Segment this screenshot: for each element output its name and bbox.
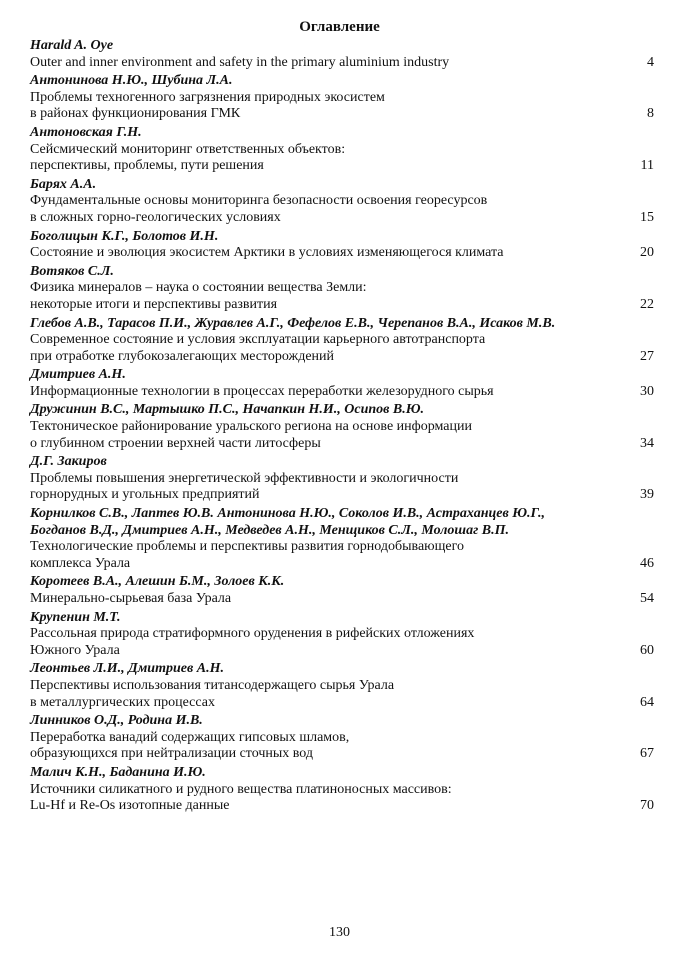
toc-entry-title-line [30, 678, 654, 695]
toc-entry [30, 264, 654, 314]
toc-entry-title-text: Современное состояние и условия эксплуатации карьерного автотранспорта [30, 332, 486, 348]
toc-entry [30, 125, 654, 175]
toc-entry-title-line [30, 332, 654, 349]
toc-entry-authors: Дмитриев А.Н. [30, 367, 126, 383]
toc-entry-title-line [30, 746, 654, 763]
table-of-contents [30, 38, 654, 817]
toc-entry-title-text: Сейсмический мониторинг ответственных объектов: [30, 141, 346, 157]
toc-entry-title-line [30, 245, 654, 262]
toc-entry-title-line [30, 730, 654, 747]
toc-entry-title-line [30, 487, 654, 504]
toc-entry-title-text: некоторые итоги и перспективы развития [30, 296, 278, 312]
toc-entry-page-number: 34 [640, 435, 654, 451]
toc-entry-title-text: Проблемы техногенного загрязнения природных экосистем [30, 89, 385, 105]
toc-entry [30, 713, 654, 763]
toc-entry-authors: Линников О.Д., Родина И.В. [30, 713, 203, 729]
toc-entry-title-line [30, 643, 654, 660]
toc-entry-page-number: 39 [640, 487, 654, 503]
toc-entry-authors: Глебов А.В., Тарасов П.И., Журавлев А.Г., Фефелов Е.В., Черепанов В.А., Исаков М.В. [30, 315, 556, 331]
toc-entry-title-text: Перспективы использования титансодержащего сырья Урала [30, 677, 395, 693]
toc-entry [30, 610, 654, 660]
toc-entry-title-text: в металлургических процессах [30, 694, 215, 710]
toc-entry-page-number: 70 [640, 798, 654, 814]
toc-entry-title-text: Outer and inner environment and safety in the primary aluminium industry [30, 54, 450, 70]
toc-entry [30, 316, 654, 366]
toc-entry-page-number: 64 [640, 694, 654, 710]
toc-entry-page-number: 15 [640, 209, 654, 225]
toc-entry-authors: Harald A. Oye [30, 38, 114, 53]
toc-entry-title-line [30, 591, 654, 608]
toc-entry-authors: Малич К.Н., Баданина И.Ю. [30, 764, 206, 780]
toc-entry-title-text: Источники силикатного и рудного вещества платиноносных массивов: [30, 781, 452, 797]
toc-entry-title-line [30, 210, 654, 227]
toc-entry-title-line [30, 297, 654, 314]
toc-entry-title-line [30, 695, 654, 712]
toc-entry-page-number: 20 [640, 245, 654, 261]
toc-entry-page-number: 67 [640, 746, 654, 762]
toc-entry-page-number: 30 [640, 383, 654, 399]
toc-entry-authors: Вотяков С.Л. [30, 263, 114, 279]
toc-entry [30, 38, 654, 71]
toc-entry-title-text: Физика минералов – наука о состоянии вещества Земли: [30, 280, 367, 296]
toc-entry-title-line [30, 55, 654, 72]
toc-entry [30, 229, 654, 262]
toc-entry-title-text: перспективы, проблемы, пути решения [30, 158, 264, 174]
toc-entry-title-line [30, 158, 654, 175]
toc-entry-page-number: 27 [640, 348, 654, 364]
toc-entry-authors: Антонинова Н.Ю., Шубина Л.А. [30, 73, 233, 89]
toc-entry-title-text: горнорудных и угольных предприятий [30, 487, 260, 503]
toc-entry-title-text: Южного Урала [30, 642, 120, 658]
toc-entry-title-text: в сложных горно-геологических условиях [30, 209, 281, 225]
toc-entry-page-number: 22 [640, 296, 654, 312]
toc-entry [30, 73, 654, 123]
toc-entry-title-line [30, 471, 654, 488]
toc-entry [30, 661, 654, 711]
toc-entry-title-line [30, 436, 654, 453]
toc-entry-title-line [30, 280, 654, 297]
toc-entry-page-number: 54 [640, 591, 654, 606]
toc-entry-title-line [30, 798, 654, 815]
toc-entry-authors: Корнилков С.В., Лаптев Ю.В. Антонинова Н.Ю., Соколов И.В., Астраханцев Ю.Г., [30, 506, 545, 522]
toc-entry-authors: Боголицын К.Г., Болотов И.Н. [30, 228, 219, 244]
toc-entry-title-text: Рассольная природа стратиформного оруденения в рифейских отложениях [30, 626, 475, 642]
toc-entry-title-text: Lu-Hf и Re-Os изотопные данные [30, 798, 230, 814]
toc-entry-title-text: Фундаментальные основы мониторинга безопасности освоения георесурсов [30, 193, 488, 209]
toc-entry-title-line [30, 193, 654, 210]
toc-entry-authors: Леонтьев Л.И., Дмитриев А.Н. [30, 661, 224, 677]
toc-entry-authors: Коротеев В.А., Алешин Б.М., Золоев К.К. [30, 574, 285, 590]
toc-entry-authors: Крупенин М.Т. [30, 609, 121, 625]
toc-entry-title-line [30, 349, 654, 366]
toc-entry-title-text: о глубинном строении верхней части литосферы [30, 435, 321, 451]
page-title: Оглавление [299, 19, 380, 35]
toc-entry-title-line [30, 384, 654, 401]
toc-entry-authors: Антоновская Г.Н. [30, 124, 142, 140]
toc-entry [30, 177, 654, 227]
toc-entry-title-text: образующихся при нейтрализации сточных вод [30, 746, 314, 762]
toc-entry-title-text: Информационные технологии в процессах переработки железорудного сырья [30, 383, 494, 399]
toc-entry-title-text: Проблемы повышения энергетической эффективности и экологичности [30, 470, 459, 486]
toc-entry-title-line [30, 106, 654, 123]
toc-entry-title-text: Минерально-сырьевая база Урала [30, 591, 232, 606]
toc-entry-title-line [30, 539, 654, 556]
toc-entry-authors: Дружинин В.С., Мартышко П.С., Начапкин Н.И., Осипов В.Ю. [30, 402, 425, 418]
toc-entry-title-line [30, 556, 654, 573]
toc-entry-page-number: 46 [640, 555, 654, 571]
toc-entry [30, 454, 654, 504]
toc-entry-authors: Богданов В.Д., Дмитриев А.Н., Медведев А.Н., Менщиков С.Л., Молошаг В.П. [30, 522, 509, 538]
toc-entry [30, 367, 654, 400]
toc-entry-page-number: 60 [640, 642, 654, 658]
toc-entry-title-line [30, 782, 654, 799]
toc-entry-title-text: Тектоническое районирование уральского региона на основе информации [30, 419, 472, 435]
toc-entry-authors: Барях А.А. [30, 176, 97, 192]
toc-entry [30, 402, 654, 452]
toc-entry-page-number: 4 [647, 54, 654, 70]
toc-entry-title-line [30, 142, 654, 159]
toc-entry-page-number: 11 [640, 158, 654, 174]
toc-entry-title-text: Состояние и эволюция экосистем Арктики в условиях изменяющегося климата [30, 245, 504, 261]
toc-entry-title-line [30, 626, 654, 643]
toc-entry-title-text: при отработке глубокозалегающих месторождений [30, 348, 335, 364]
page-number: 130 [329, 925, 350, 940]
toc-entry-title-line [30, 419, 654, 436]
toc-entry-authors: Д.Г. Закиров [30, 454, 107, 470]
toc-entry-title-line [30, 90, 654, 107]
toc-entry-title-text: Переработка ванадий содержащих гипсовых шламов, [30, 729, 350, 745]
toc-entry-title-text: Технологические проблемы и перспективы развития горнодобывающего [30, 539, 465, 555]
toc-entry-page-number: 8 [647, 106, 654, 122]
toc-entry-title-text: комплекса Урала [30, 555, 131, 571]
toc-entry [30, 765, 654, 815]
toc-entry [30, 506, 654, 572]
toc-entry-title-text: в районах функционирования ГМК [30, 106, 241, 122]
toc-entry [30, 574, 654, 607]
